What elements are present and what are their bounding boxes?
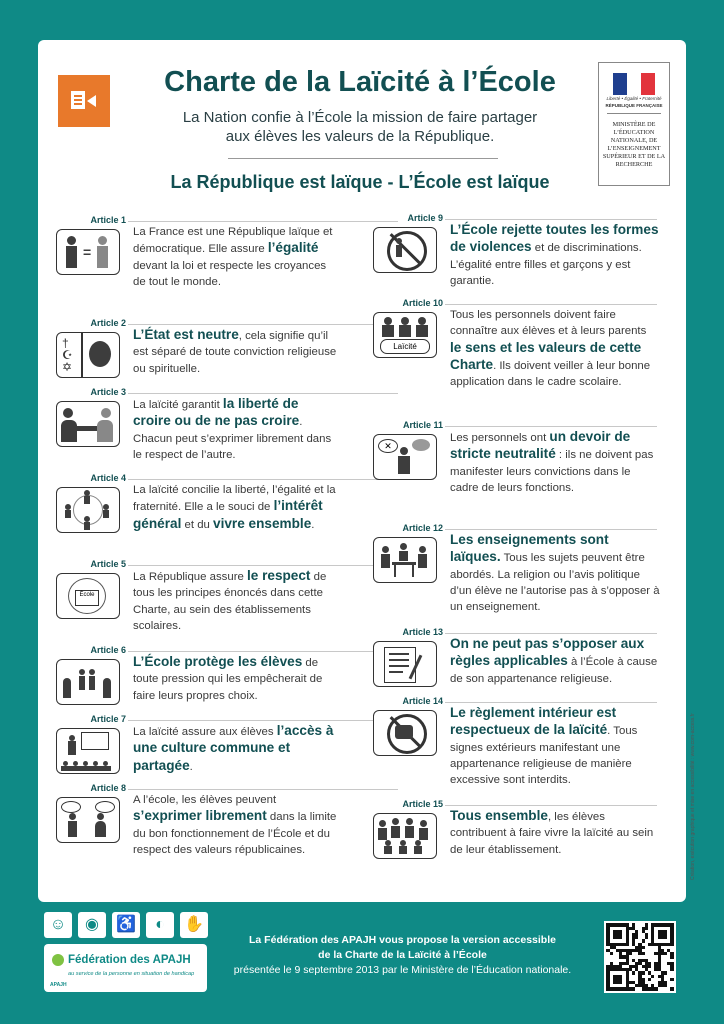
hearing-disability-icon: ◐ xyxy=(146,912,174,938)
article-emphasis: On ne peut pas s’opposer aux règles applicables xyxy=(450,636,645,669)
article-segment: , cela signifie qu’il est séparé de toute conviction religieuse ou spirituelle. xyxy=(133,330,337,375)
protect-students-icon xyxy=(56,659,120,705)
article-emphasis: l’intérêt général xyxy=(133,498,323,531)
sign-language-icon: ✋ xyxy=(180,912,208,938)
title-divider xyxy=(228,158,498,159)
article-segment: . xyxy=(189,760,193,773)
article-emphasis: la liberté de croire ou de ne pas croire xyxy=(133,396,300,429)
article-text xyxy=(133,723,338,775)
side-credit: Création, exécution graphique et mise en accessibilité : www.com-access.fr xyxy=(690,713,696,880)
article-emphasis: vivre ensemble xyxy=(213,515,312,531)
article-emphasis: le sens et les valeurs de cette Charte xyxy=(450,339,642,372)
article-segment: . Chacun peut s’exprimer librement dans le respect de l’autre. xyxy=(133,416,332,461)
article-segment: La laïcité concilie la liberté, l’égalité et la fraternité. Elle a le souci de xyxy=(133,484,336,514)
article-segment: La laïcité garantit xyxy=(133,399,223,411)
school-respect-icon: École xyxy=(56,573,120,619)
footer-title: La Fédération des APAJH vous propose la version accessible de la Charte de la Laïcité à l’École xyxy=(249,934,556,961)
article-emphasis: Tous ensemble xyxy=(450,808,548,823)
article-text xyxy=(450,705,660,788)
article-emphasis: le respect xyxy=(246,568,311,583)
article-emphasis: s’exprimer librement xyxy=(133,808,267,824)
apajh-logo: Fédération des APAJH au service de la personne en situation de handicap APAJH xyxy=(44,944,207,992)
article-text xyxy=(133,792,338,858)
article-emphasis: l’égalité xyxy=(267,240,319,256)
article-text xyxy=(450,429,660,496)
article-text xyxy=(133,654,338,704)
article-segment: : ils ne doivent pas manifester leurs convictions dans le cadre de leurs fonctions. xyxy=(450,449,654,494)
article-text xyxy=(450,636,660,687)
article-emphasis: Le règlement intérieur est respectueux de la laïcité xyxy=(450,705,617,738)
article-emphasis: L’École protège les élèves xyxy=(133,654,303,669)
headline: La République est laïque - L’École est laïque xyxy=(170,172,550,192)
article-segment: à l’École à cause de son appartenance religieuse. xyxy=(450,656,658,685)
article-text xyxy=(133,482,338,533)
article-text xyxy=(133,327,338,377)
classroom-table-icon xyxy=(373,537,437,583)
visual-disability-icon: ◉ xyxy=(78,912,106,938)
article-text xyxy=(450,307,660,390)
french-flag-icon xyxy=(613,73,655,95)
qr-code[interactable] xyxy=(604,921,676,993)
article-segment: dans la limite du bon fonctionnement de l’École et du respect des valeurs républicaines. xyxy=(133,811,337,856)
article-segment: et du xyxy=(181,518,214,531)
article-text xyxy=(133,396,338,463)
together-group-icon xyxy=(373,813,437,859)
article-segment: Les personnels ont xyxy=(450,432,550,444)
article-segment: . xyxy=(311,518,315,531)
wheelchair-icon: ♿ xyxy=(112,912,140,938)
article-segment: et de discriminations. L’égalité entre filles et garçons y est garantie. xyxy=(450,242,642,287)
rules-document-icon xyxy=(373,641,437,687)
article-emphasis: l’accès à une culture commune et partagée xyxy=(133,723,334,773)
laicite-staff-icon: Laïcité xyxy=(373,312,437,358)
article-segment: devant la loi et respecte les croyances de tout le monde. xyxy=(133,259,327,288)
teaching-class-icon xyxy=(56,728,120,774)
accessible-document-logo xyxy=(58,75,110,127)
article-emphasis: un devoir de stricte neutralité xyxy=(450,429,631,462)
article-segment: de toute pression qui les empêcherait de faire leurs propres choix. xyxy=(133,657,323,702)
article-text xyxy=(450,532,660,615)
handshake-icon xyxy=(56,401,120,447)
article-segment: . Ils doivent veiller à leur bonne application dans le cadre scolaire. xyxy=(450,359,651,389)
article-segment: , les élèves contribuent à faire vivre la laïcité au sein de leur établissement. xyxy=(450,811,654,856)
article-text xyxy=(133,224,338,290)
article-emphasis: L’École rejette toutes les formes de violences xyxy=(450,222,659,255)
no-violence-icon xyxy=(373,227,437,273)
community-circle-icon xyxy=(56,487,120,533)
free-expression-icon xyxy=(56,797,120,843)
mental-disability-icon: ☺ xyxy=(44,912,72,938)
state-separation-icon: † ☪ ✡ xyxy=(56,332,120,378)
article-segment: La République assure xyxy=(133,571,247,583)
neutrality-icon: ✕ xyxy=(373,434,437,480)
ministry-logo: Liberté • Égalité • Fraternité RÉPUBLIQUE FRANÇAISE MINISTÈRE DE L’ÉDUCATION NATIONALE, DE L’ENSEIGNEMENT SUPÉRIEUR ET DE LA RECHERCHE xyxy=(598,62,670,186)
footer-note: présentée le 9 septembre 2013 par le Ministère de l’Éducation nationale. xyxy=(233,964,572,976)
page-title: Charte de la Laïcité à l’École xyxy=(164,66,556,98)
article-text xyxy=(450,808,660,858)
page-subtitle: La Nation confie à l’École la mission de faire partager aux élèves les valeurs de la République. xyxy=(182,109,538,145)
article-segment: La laïcité assure aux élèves xyxy=(133,726,277,738)
article-segment: de tous les principes énoncés dans cette Charte, au sein des établissements scolaires. xyxy=(133,571,327,632)
article-emphasis: L’État est neutre xyxy=(133,327,239,342)
article-segment: A l’école, les élèves peuvent xyxy=(133,794,277,806)
apajh-flower-icon xyxy=(52,954,64,966)
article-segment: . Tous signes extérieurs manifestant une appartenance religieuse de manière excessive sont interdits. xyxy=(450,725,638,787)
article-text xyxy=(450,222,660,289)
article-segment: Tous les personnels doivent faire connaître aux élèves et à leurs parents xyxy=(450,309,647,338)
equality-icon: = xyxy=(56,229,120,275)
article-text xyxy=(133,568,338,634)
article-segment: Tous les sujets peuvent être abordés. La religion ou l’avis politique d’un élève ne l’autorise pas à s’opposer à un enseignement. xyxy=(450,552,660,614)
article-segment: La France est une République laïque et démocratique. Elle assure xyxy=(133,226,333,256)
article-emphasis: Les enseignements sont laïques. xyxy=(450,532,609,565)
no-religious-signs-icon xyxy=(373,710,437,756)
